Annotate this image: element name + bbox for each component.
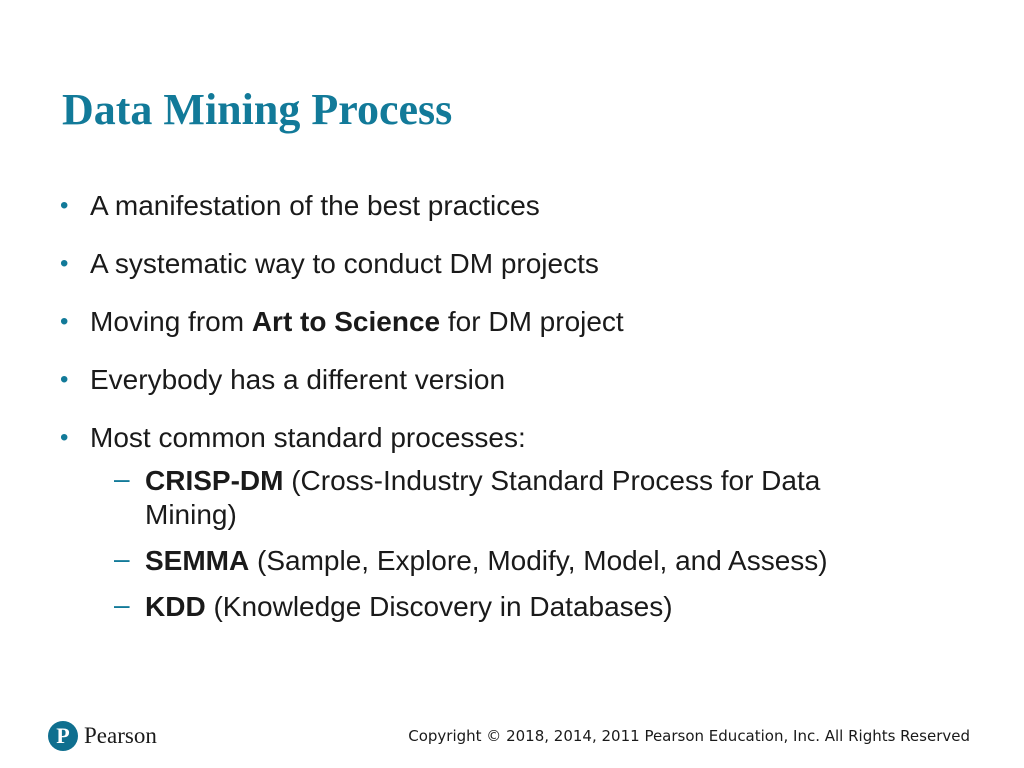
slide-footer — [0, 710, 1024, 768]
sub-bullet-marker: – — [114, 463, 130, 494]
bullet-item-2 — [60, 246, 960, 282]
bullet-marker: • — [60, 308, 69, 335]
bullet-text: A manifestation of the best practices — [90, 190, 540, 221]
bullet-list — [60, 188, 960, 646]
bullet-item-4 — [60, 362, 960, 398]
bullet-text: Everybody has a different version — [90, 364, 506, 395]
sub-bullet-marker: – — [114, 543, 130, 574]
bullet-text-emphasis: Art to Science — [251, 306, 441, 337]
bullet-marker: • — [60, 250, 69, 277]
bullet-marker: • — [60, 424, 69, 451]
slide-title: Data Mining Process — [62, 85, 453, 134]
bullet-item-5 — [60, 420, 960, 624]
sub-bullet-term: CRISP-DM — [145, 465, 284, 496]
pearson-logo — [48, 720, 157, 752]
bullet-text: Most common standard processes: — [90, 422, 526, 453]
sub-bullet-list — [90, 464, 960, 624]
sub-bullet-crisp-dm — [90, 464, 905, 532]
pearson-logo-icon: P — [48, 721, 78, 751]
bullet-text-part: Moving from — [90, 306, 252, 337]
bullet-text: A systematic way to conduct DM projects — [90, 248, 599, 279]
sub-bullet-kdd — [90, 590, 905, 624]
sub-bullet-semma — [90, 544, 905, 578]
bullet-marker: • — [60, 366, 69, 393]
sub-bullet-description: (Cross-Industry Standard Process for Data Mining) — [145, 465, 821, 530]
sub-bullet-description: (Sample, Explore, Modify, Model, and Assess) — [249, 545, 828, 576]
bullet-marker: • — [60, 192, 69, 219]
sub-bullet-term: SEMMA — [145, 545, 250, 576]
bullet-item-1 — [60, 188, 960, 224]
sub-bullet-marker: – — [114, 589, 130, 620]
copyright-notice: Copyright © 2018, 2014, 2011 Pearson Education, Inc. All Rights Reserved — [408, 727, 970, 745]
bullet-item-3 — [60, 304, 960, 340]
sub-bullet-term: KDD — [145, 591, 206, 622]
sub-bullet-description: (Knowledge Discovery in Databases) — [205, 591, 673, 622]
pearson-logo-text: Pearson — [84, 723, 157, 748]
bullet-text-part: for DM project — [440, 306, 624, 337]
